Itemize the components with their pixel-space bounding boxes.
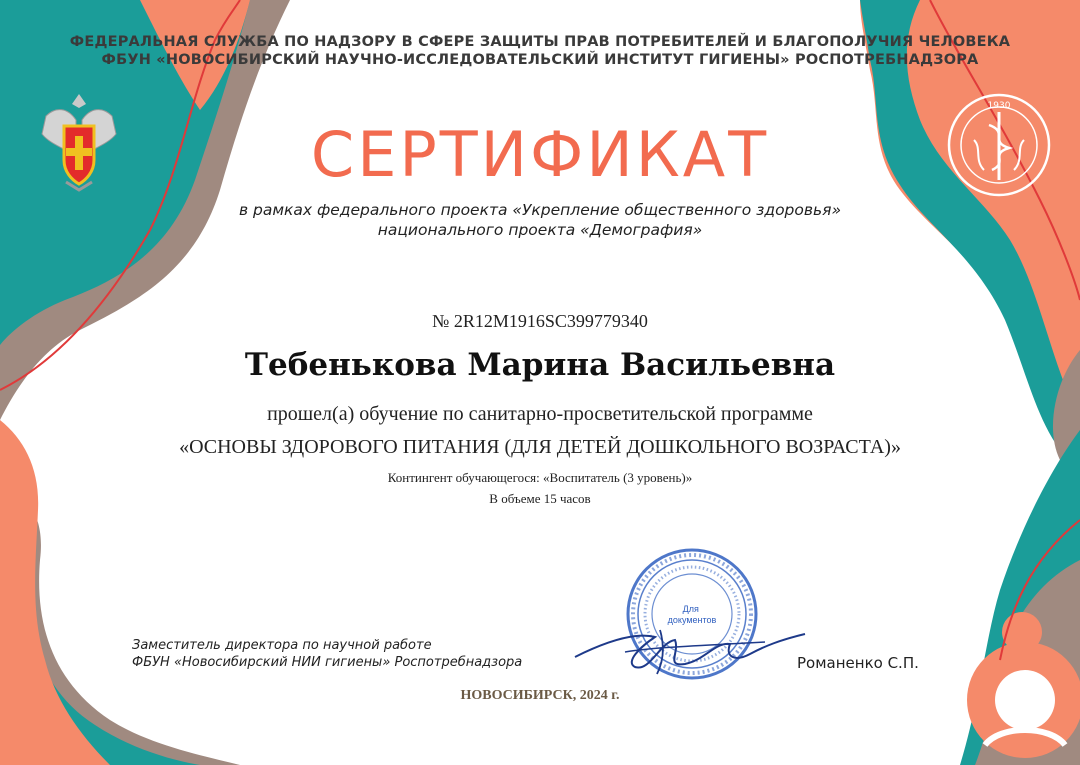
signatory-position-line-2: ФБУН «Новосибирский НИИ гигиены» Роспотребнадзора xyxy=(132,655,523,670)
signatory-position-line-1: Заместитель директора по научной работе xyxy=(132,638,432,653)
stamp-text: Для документов xyxy=(667,604,717,625)
certificate-title: СЕРТИФИКАТ xyxy=(310,118,770,191)
city-year: НОВОСИБИРСК, 2024 г. xyxy=(460,688,620,703)
holder-name: Тебенькова Марина Васильевна xyxy=(244,347,836,383)
signer-name: Романенко С.П. xyxy=(797,654,919,672)
completion-text: прошел(а) обучение по санитарно-просветительской программе xyxy=(267,403,813,425)
institute-emblem-year: 1930 xyxy=(987,101,1011,111)
subtitle-line-2: национального проекта «Демография» xyxy=(377,221,703,239)
certificate-number: № 2R12M1916SC399779340 xyxy=(432,311,648,331)
volume-text: В объеме 15 часов xyxy=(489,491,591,506)
contingent-text: Контингент обучающегося: «Воспитатель (3 уровень)» xyxy=(387,470,693,485)
program-name: «ОСНОВЫ ЗДОРОВОГО ПИТАНИЯ (ДЛЯ ДЕТЕЙ ДОШКОЛЬНОГО ВОЗРАСТА)» xyxy=(179,436,901,458)
header-line-1: ФЕДЕРАЛЬНАЯ СЛУЖБА ПО НАДЗОРУ В СФЕРЕ ЗАЩИТЫ ПРАВ ПОТРЕБИТЕЛЕЙ И БЛАГОПОЛУЧИЯ ЧЕЛОВЕКА xyxy=(69,34,1011,50)
handwritten-signature xyxy=(565,612,815,682)
subtitle-line-1: в рамках федерального проекта «Укрепление общественного здоровья» xyxy=(238,201,842,219)
header-line-2: ФБУН «НОВОСИБИРСКИЙ НАУЧНО-ИССЛЕДОВАТЕЛЬСКИЙ ИНСТИТУТ ГИГИЕНЫ» РОСПОТРЕБНАДЗОРА xyxy=(101,52,979,68)
